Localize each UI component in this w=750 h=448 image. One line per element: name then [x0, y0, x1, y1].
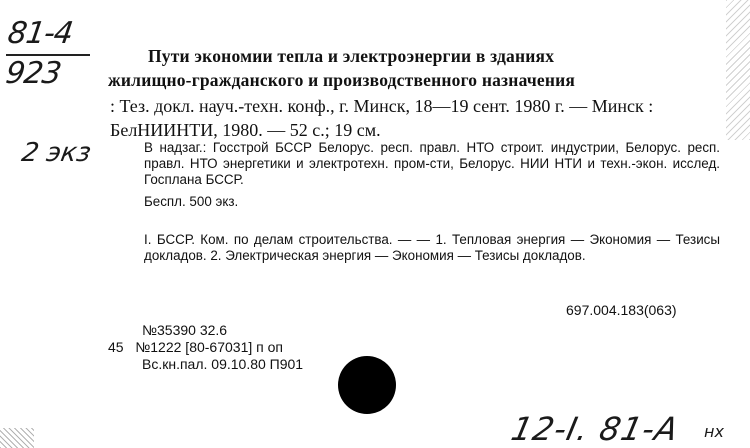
- card-title: [108, 44, 720, 92]
- udc-code: 697.004.183(063): [566, 302, 677, 318]
- subjects-text: I. БССР. Ком. по делам строительства. — — 1. Тепловая энергия — Экономия — Тезисы докладов. 2. Электрическая энергия — Экономия — Тезисы докладов.: [144, 232, 720, 263]
- note-text: В надзаг.: Госстрой БССР Белорус. респ. правл. НТО строит. индустрии, Белорус. респ. правл. НТО энергетики и электротехн. пром-сти, Белорус. НИИ НТИ и техн.-экон. исслед. Госплана БССР.: [144, 140, 720, 187]
- punch-hole: [338, 356, 396, 414]
- imprint: : Тез. докл. науч.-техн. конф., г. Минск, 18—19 сент. 1980 г. — Минск : БелНИИНТИ, 1980. — 52 с.; 19 см.: [110, 96, 654, 140]
- price-copies: Беспл. 500 экз.: [144, 194, 239, 209]
- handwritten-call-number-bottom: 923: [3, 56, 63, 91]
- title-line-2: жилищно-гражданского и производственного назначения: [108, 70, 576, 90]
- subject-headings: [110, 232, 720, 264]
- scan-noise: [726, 0, 750, 140]
- tech-line-1: №35390 32.6: [142, 322, 228, 338]
- handwritten-initials: нх: [704, 422, 724, 441]
- title-line-1: Пути экономии тепла и электроэнергии в зданиях: [148, 46, 555, 66]
- tech-line-3: Вс.кн.пал. 09.10.80 П901: [142, 356, 304, 372]
- handwritten-copies: 2 экз: [19, 138, 94, 168]
- issuing-bodies-note: [110, 140, 720, 188]
- tech-line-2: [108, 339, 303, 356]
- scan-noise: [0, 428, 34, 448]
- tech-line-2-text: №1222 [80-67031] п оп: [135, 339, 283, 355]
- handwritten-date: 12-I. 81-А: [507, 410, 683, 448]
- technical-data: [108, 322, 303, 373]
- handwritten-call-number-top: 81-4: [5, 16, 75, 51]
- tech-line-2-prefix: 45: [108, 339, 124, 355]
